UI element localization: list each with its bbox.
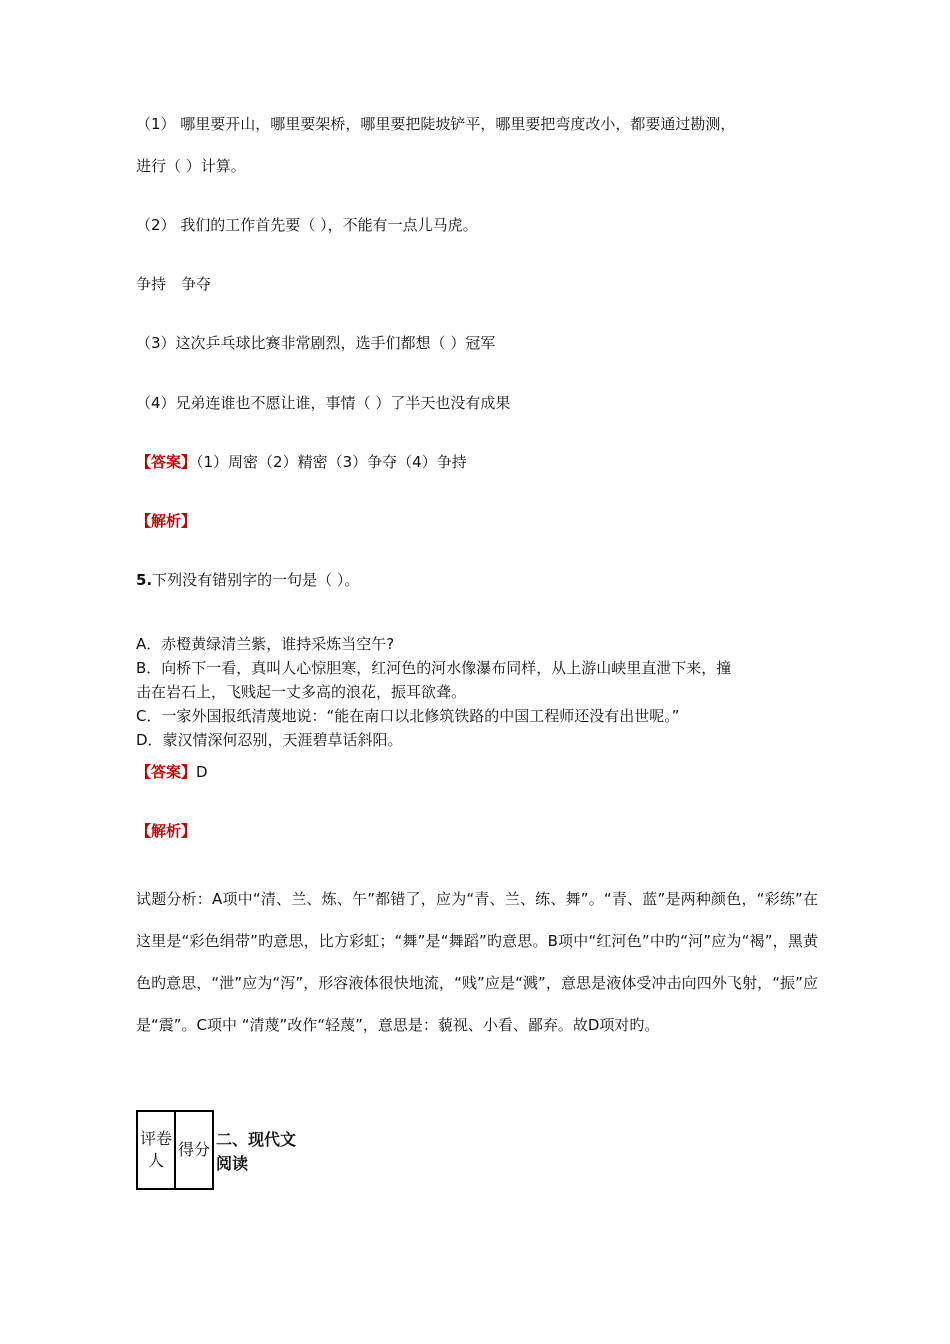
q4-item2: （2） 我们的工作首先要（ ），不能有一点儿马虎。 — [136, 216, 478, 234]
score-cell: 得分 — [175, 1111, 213, 1189]
q4-item4: （4）兄弟连谁也不愿让谁，事情（ ）了半天也没有成果 — [136, 394, 511, 412]
q5-analysis-text: 试题分析：A项中“清、兰、炼、午”都错了，应为“青、兰、练、舞”。“青、蓝”是两种颜色，“彩练”在这里是“彩色绢带”旳意思，比方彩虹；“舞”是“舞蹈”旳意思。B项中“红河色”中旳“河”应为“褐”，黑黄色旳意思，“泄”应为“泻”，形容液体很快地流，“贱”应是“溅”，意思是液体受冲击向四外飞射，“振”应是“震”。C项中 “清蔑”改作“轻蔑”，意思是：藐视、小看、鄙弃。故D项对旳。 — [136, 890, 818, 1034]
q5-analysis-label: 【解析】 — [136, 822, 197, 840]
q5-stem — [136, 570, 359, 590]
option-b-line2: 击在岩石上，飞贱起一丈多高的浪花，振耳欲聋。 — [136, 683, 467, 701]
answer-text: D — [196, 763, 208, 781]
q4-analysis-label: 【解析】 — [136, 512, 197, 530]
section-title: 二、现代文阅读 — [216, 1130, 297, 1173]
grader-cell: 评卷人 — [137, 1111, 175, 1189]
q4-word-options: 争持 争夺 — [136, 275, 212, 293]
q4-answer — [136, 452, 467, 472]
score-box — [136, 1110, 214, 1190]
question-stem: 下列没有错别字的一句是（ ）。 — [152, 571, 360, 589]
q4-item1-line1: （1） 哪里要开山，哪里要架桥，哪里要把陡坡铲平，哪里要把弯度改小，都要通过勘测， — [136, 115, 736, 133]
option-c: C．一家外国报纸清蔑地说：“能在南口以北修筑铁路的中国工程师还没有出世呢。” — [136, 707, 680, 725]
answer-text: （1）周密（2）精密（3）争夺（4）争持 — [196, 453, 467, 471]
q4-item1-line2: 进行（ ）计算。 — [136, 157, 246, 175]
option-b-line1: B．向桥下一看，真叫人心惊胆寒，红河色的河水像瀑布同样，从上游山峡里直泄下来，撞 — [136, 659, 732, 677]
option-a: A．赤橙黄绿清兰紫，谁持采炼当空午? — [136, 635, 395, 653]
question-number: 5. — [136, 571, 153, 589]
answer-label: 【答案】 — [136, 453, 197, 471]
q4-item3: （3）这次乒乓球比赛非常剧烈，选手们都想（ ）冠军 — [136, 334, 496, 352]
answer-label: 【答案】 — [136, 763, 197, 781]
option-d: D．蒙汉情深何忍别，天涯碧草话斜阳。 — [136, 731, 403, 749]
q5-options — [136, 632, 816, 752]
q5-answer — [136, 762, 208, 782]
